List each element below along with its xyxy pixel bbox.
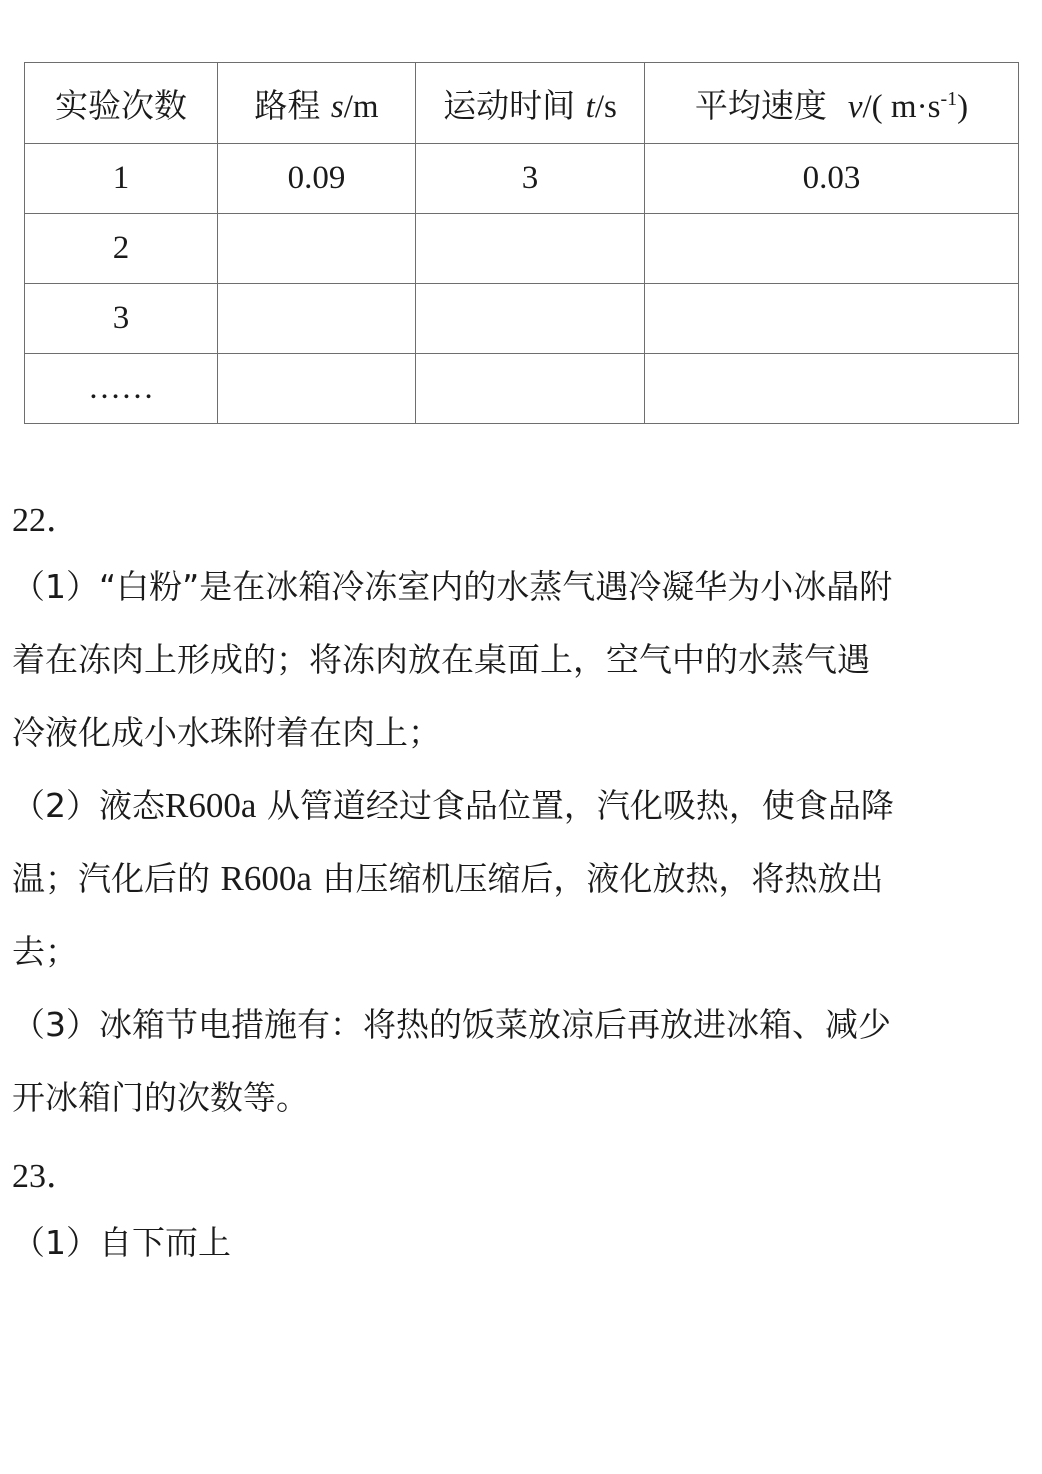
table-cell [645,214,1019,284]
table-cell: 2 [25,214,218,284]
answer-line: （1）自下而上 [12,1223,231,1262]
answer-line: （3）冰箱节电措施有：将热的饭菜放凉后再放进冰箱、减少 [12,1005,891,1044]
table-row [25,354,1019,424]
table-cell: 3 [416,144,645,214]
answer-line: 去； [12,932,78,971]
header-avg-speed: 平均速度 v/( $m\cdot s^{-1}$) [645,63,1019,144]
table-cell [645,354,1019,424]
table-row [25,284,1019,354]
answer-line: 冷液化成小水珠附着在肉上； [12,713,441,752]
table-cell [645,284,1019,354]
table-header-row [25,63,1019,144]
table-row [25,214,1019,284]
header-trial-count: 实验次数 [25,63,218,144]
table-cell: 0.03 [645,144,1019,214]
table-cell [416,284,645,354]
answer-line: 开冰箱门的次数等。 [12,1078,309,1117]
answer-line: （1）“白粉”是在冰箱冷冻室内的水蒸气遇冷凝华为小冰晶附 [12,567,893,606]
table-cell [218,214,416,284]
table-cell [218,284,416,354]
answer-line: 温；汽化后的 R600a 由压缩机压缩后，液化放热，将热放出 [12,859,884,898]
table-cell: …… [25,354,218,424]
table-cell [416,354,645,424]
question-23-answer [12,1206,1022,1279]
table-cell: 1 [25,144,218,214]
table-cell: 3 [25,284,218,354]
answer-line: 着在冻肉上形成的；将冻肉放在桌面上，空气中的水蒸气遇 [12,640,870,679]
question-22-answer [12,550,1022,1134]
header-time: 运动时间 t/s [416,63,645,144]
table-row [25,144,1019,214]
experiment-table [24,62,1019,424]
table-cell: 0.09 [218,144,416,214]
question-23-number: 23． [12,1158,80,1195]
table-cell [218,354,416,424]
question-22-number: 22． [12,502,80,539]
table-cell [416,214,645,284]
header-distance: 路程 s/m [218,63,416,144]
answer-line: （2）液态R600a 从管道经过食品位置，汽化吸热，使食品降 [12,786,894,825]
